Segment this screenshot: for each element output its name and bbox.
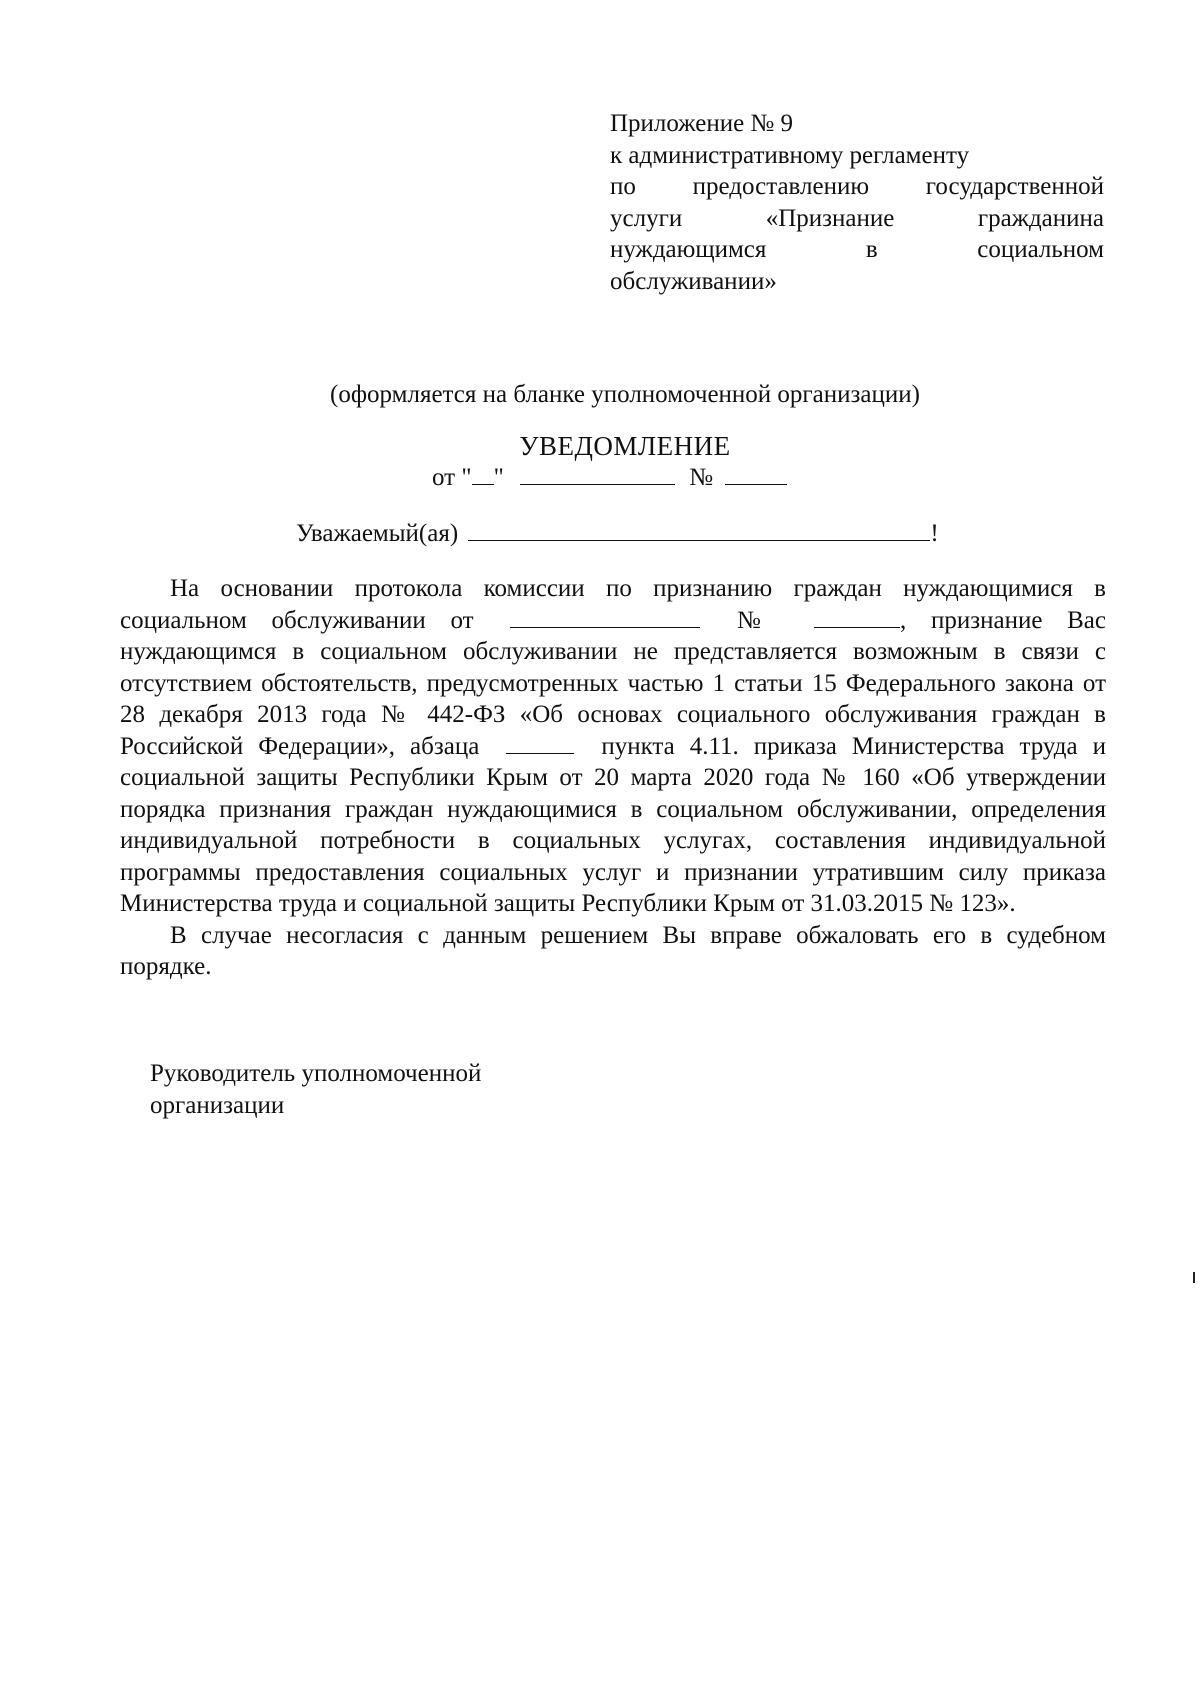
body-paragraph-1: На основании протокола комиссии по признанию граждан нуждающимися в социальном обслуживании от № , признание Вас нуждающимся в социальном обслуживании не представляется возможным в связи с отсутствием обстоятельств, предусмотренных частью 1 статьи 15 Федерального закона от 28 декабря 2013 года № 442-ФЗ «Об основах социального обслуживания граждан в Российской Федерации», абзаца пункта 4.11. приказа Министерства труда и социальной защиты Республики Крым от 20 марта 2020 года № 160 «Об утверждении порядка признания граждан нуждающимися в социальном обслуживании, определения индивидуальной потребности в социальных услугах, составления индивидуальной программы предоставления социальных услуг и признании утратившим силу приказа Министерства труда и социальной защиты Республики Крым от 31.03.2015 № 123». [120, 575, 1107, 917]
protocol-number-blank[interactable] [814, 605, 900, 628]
month-year-blank[interactable] [520, 462, 675, 485]
date-from-label: от [432, 464, 456, 491]
appendix-line-4: услуги «Признание гражданина [610, 204, 1104, 232]
number-sign: № [689, 464, 714, 491]
greeting-line [296, 518, 939, 550]
appendix-line-5: нуждающимся в социальном [610, 236, 1104, 263]
greeting-exclamation: ! [930, 520, 939, 547]
document-title: УВЕДОМЛЕНИЕ [519, 431, 731, 461]
date-number-line [432, 462, 787, 494]
appendix-line-3: по предоставлению государственной [610, 173, 1104, 200]
appendix-line-6: обслуживании» [610, 267, 777, 295]
signature-line-1: Руководитель уполномоченной [150, 1060, 482, 1087]
recipient-name-blank[interactable] [468, 518, 930, 541]
notification-body [120, 573, 1106, 983]
body-paragraph-2: В случае несогласия с данным решением Вы вправе обжаловать его в судебном порядке. [120, 921, 1106, 980]
scan-edge-mark [1193, 1272, 1195, 1283]
paragraph-number-blank[interactable] [506, 731, 574, 754]
number-blank[interactable] [725, 462, 787, 485]
quote-open: " [461, 464, 472, 491]
blank-note: (оформляется на бланке уполномоченной организации) [330, 381, 920, 408]
appendix-line-1: Приложение № 9 [610, 110, 794, 137]
day-blank[interactable] [472, 462, 494, 485]
quote-close: " [493, 464, 504, 491]
signature-block [150, 1058, 481, 1122]
signature-line-2: организации [150, 1092, 285, 1119]
protocol-date-blank[interactable] [510, 605, 700, 628]
appendix-header [610, 108, 1104, 297]
appendix-line-2: к административному регламенту [610, 141, 970, 169]
greeting-label: Уважаемый(ая) [296, 520, 459, 547]
